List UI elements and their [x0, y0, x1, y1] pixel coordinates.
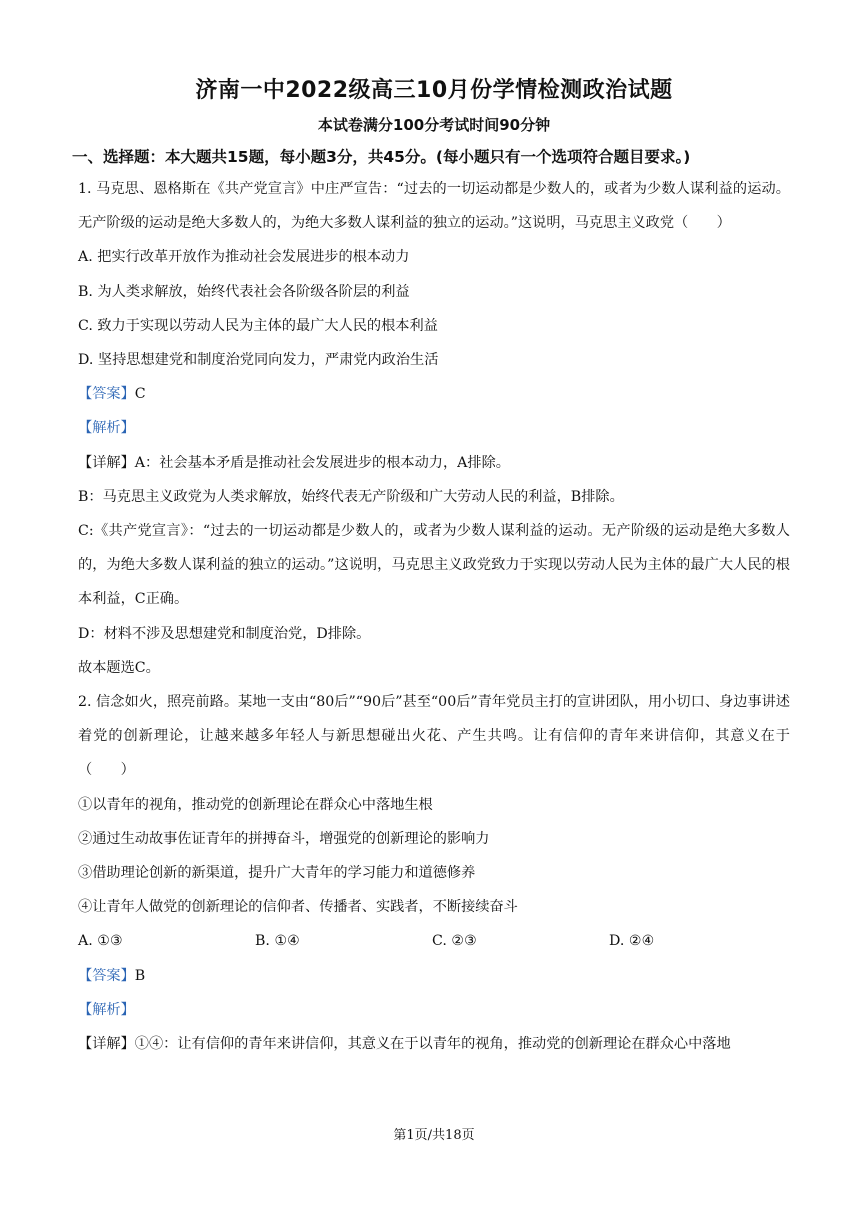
analysis-tag: 【解析】	[78, 420, 135, 437]
question-2-stem: 2. 信念如火，照亮前路。某地一支由“80后”“90后”甚至“00后”青年党员主打的宣讲团队，用小切口、身边事讲述着党的创新理论，让越来越多年轻人与新思想碰出火花、产生共鸣。让有信仰的青年来讲信仰，其意义在于（ ）	[78, 694, 790, 779]
question-1-detail-a	[78, 446, 790, 480]
question-1-detail-c: C:《共产党宣言》：“过去的一切运动都是少数人的，或者为少数人谋利益的运动。无产阶级的运动是绝大多数人的，为绝大多数人谋利益的独立的运动。”这说明，马克思主义政党致力于实现以劳动人民为主体的最广大人民的根本利益，C正确。	[78, 523, 790, 608]
question-1-option-b: B. 为人类求解放，始终代表社会各阶级各阶层的利益	[78, 283, 410, 300]
detail-tag: 【详解】	[78, 1036, 135, 1053]
question-2-statement-2: ②通过生动故事佐证青年的拼搏奋斗，增强党的创新理论的影响力	[78, 830, 490, 847]
question-2-answer	[78, 959, 790, 993]
page-footer: 第1页/共18页	[393, 1128, 475, 1143]
question-1-option-a: A. 把实行改革开放作为推动社会发展进步的根本动力	[78, 249, 410, 266]
question-1-option-c: C. 致力于实现以劳动人民为主体的最广大人民的根本利益	[78, 317, 438, 334]
detail-a-text: A：社会基本矛盾是推动社会发展进步的根本动力，A排除。	[134, 454, 510, 471]
question-2-analysis	[78, 993, 790, 1027]
detail-text: ①④：让有信仰的青年来讲信仰，其意义在于以青年的视角，推动党的创新理论在群众心中落地	[134, 1036, 731, 1053]
question-2-statement-1: ①以青年的视角，推动党的创新理论在群众心中落地生根	[78, 796, 433, 813]
answer-value: B	[134, 967, 146, 984]
analysis-tag: 【解析】	[78, 1001, 135, 1018]
question-2-options	[78, 924, 790, 958]
question-2-option-a: A. ①③	[78, 933, 123, 950]
question-1-answer	[78, 377, 790, 411]
question-2-option-c: C. ②③	[432, 933, 477, 950]
section-heading: 一、选择题：本大题共15题，每小题3分，共45分。(每小题只有一个选项符合题目要求。)	[72, 148, 691, 166]
answer-tag: 【答案】	[78, 967, 135, 984]
detail-tag: 【详解】	[78, 454, 135, 471]
exam-info: 本试卷满分100分考试时间90分钟	[317, 116, 551, 134]
page-title: 济南一中2022级高三10月份学情检测政治试题	[195, 78, 673, 103]
question-1-option-d: D. 坚持思想建党和制度治党同向发力，严肃党内政治生活	[78, 352, 439, 369]
question-1-analysis	[78, 411, 790, 445]
question-1-stem: 1. 马克思、恩格斯在《共产党宣言》中庄严宣告：“过去的一切运动都是少数人的，或者为少数人谋利益的运动。无产阶级的运动是绝大多数人的，为绝大多数人谋利益的独立的运动。”这说明，马克思主义政党（ ）	[78, 181, 790, 232]
question-1-conclusion: 故本题选C。	[78, 659, 160, 676]
answer-value: C	[134, 386, 146, 403]
question-2-option-d: D. ②④	[609, 933, 655, 950]
question-1-detail-b: B：马克思主义政党为人类求解放，始终代表无产阶级和广大劳动人民的利益，B排除。	[78, 488, 624, 505]
question-1-detail-d: D：材料不涉及思想建党和制度治党，D排除。	[78, 625, 371, 642]
question-2-statement-4: ④让青年人做党的创新理论的信仰者、传播者、实践者，不断接续奋斗	[78, 899, 518, 916]
question-2-option-b: B. ①④	[255, 933, 300, 950]
question-2-statement-3: ③借助理论创新的新渠道，提升广大青年的学习能力和道德修养	[78, 865, 476, 882]
answer-tag: 【答案】	[78, 386, 135, 403]
question-2-detail	[78, 1027, 790, 1061]
